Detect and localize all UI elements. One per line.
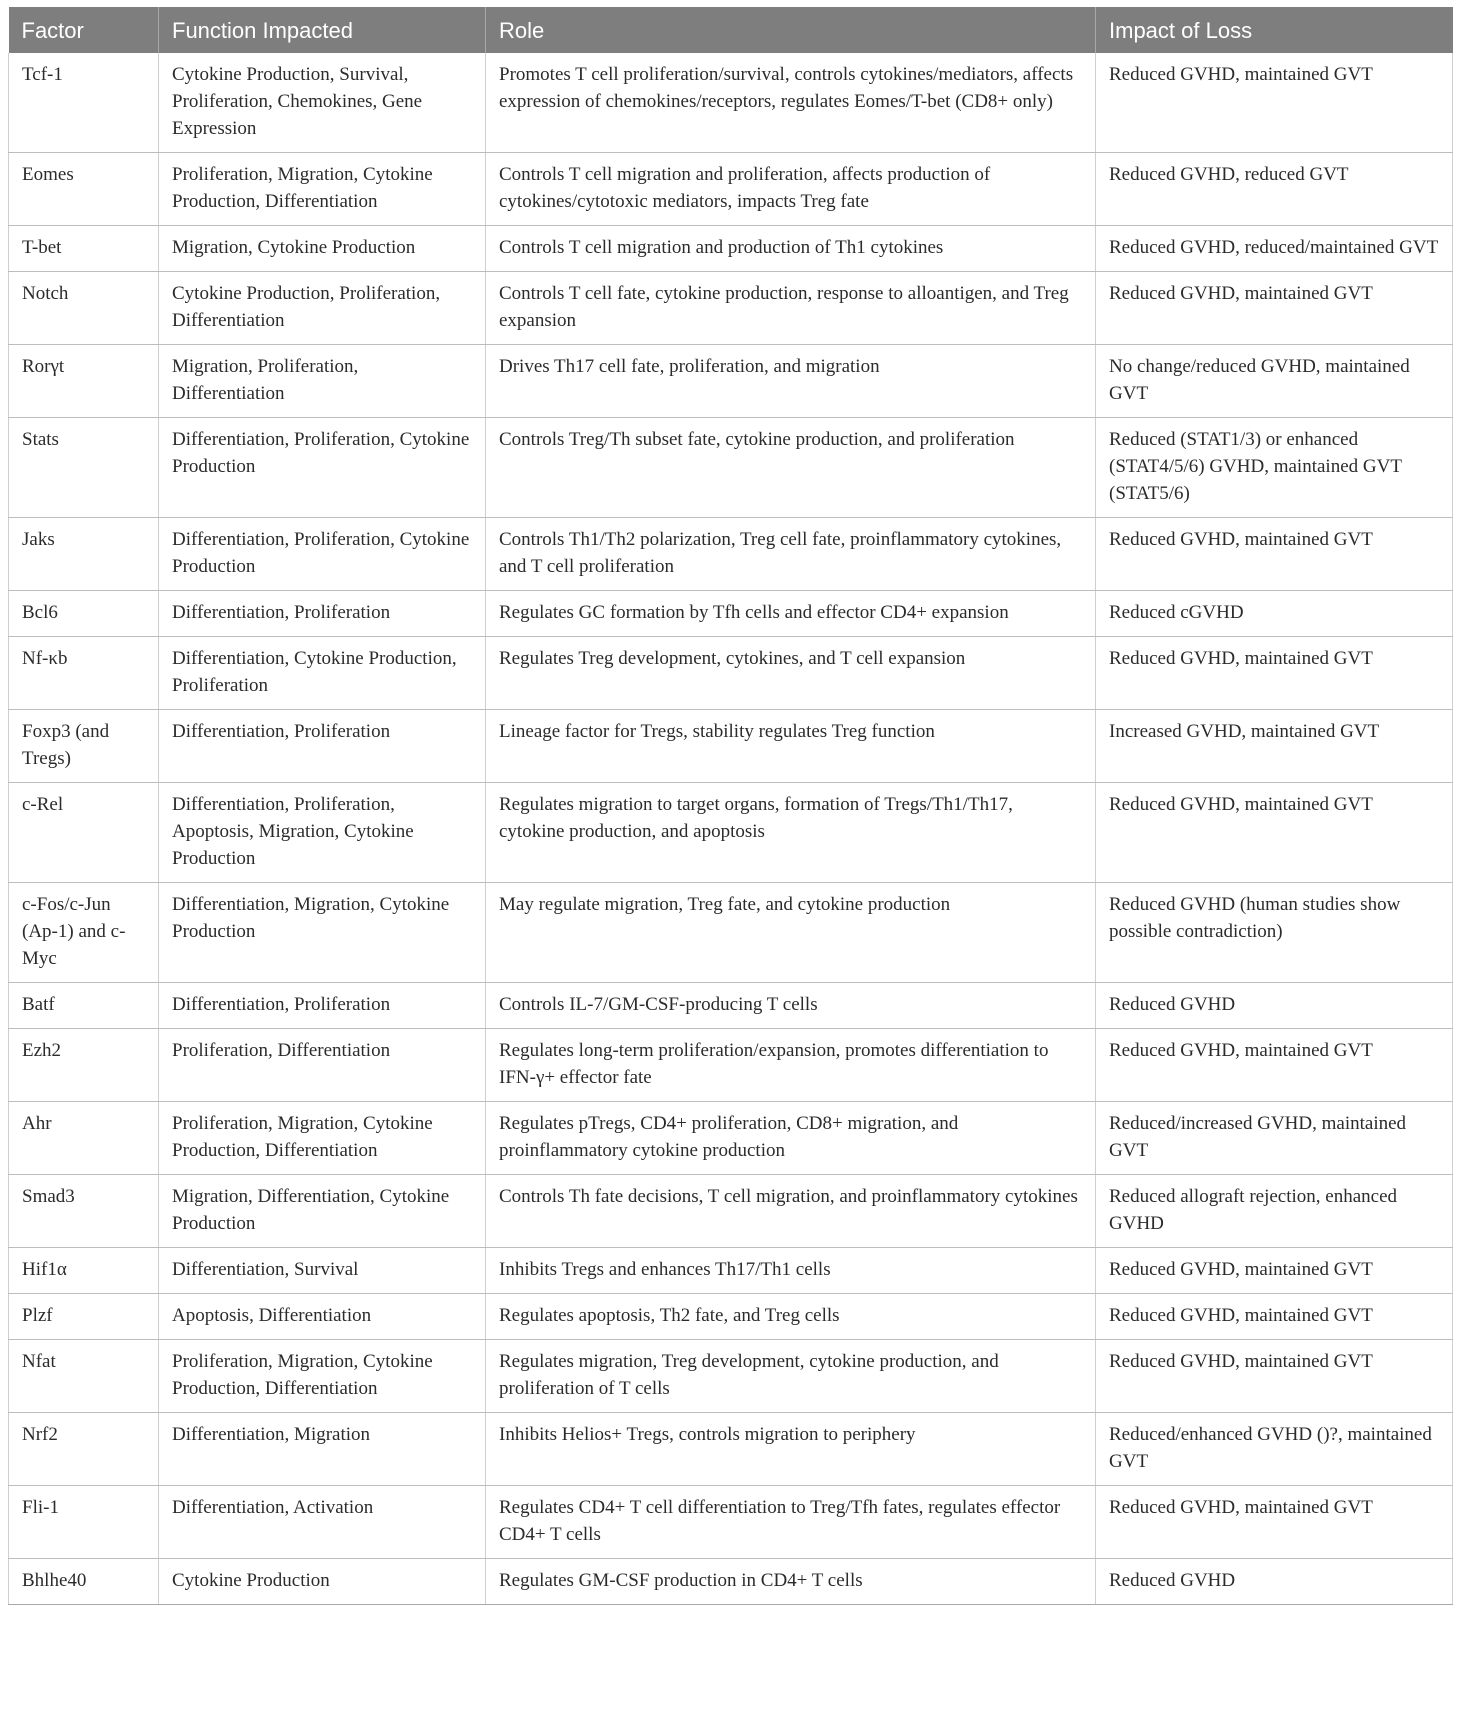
header-impact-of-loss: Impact of Loss	[1096, 7, 1453, 53]
header-factor: Factor	[9, 7, 159, 53]
table-row	[9, 1486, 1453, 1559]
function-impacted-cell: Migration, Cytokine Production	[159, 226, 486, 272]
impact-of-loss-cell: Reduced GVHD, reduced/maintained GVT	[1096, 226, 1453, 272]
factor-cell: Stats	[9, 418, 159, 518]
table-row	[9, 883, 1453, 983]
function-impacted-cell: Differentiation, Migration	[159, 1413, 486, 1486]
table-row	[9, 1413, 1453, 1486]
impact-of-loss-cell: Increased GVHD, maintained GVT	[1096, 710, 1453, 783]
impact-of-loss-cell: Reduced allograft rejection, enhanced GVHD	[1096, 1175, 1453, 1248]
role-cell: Regulates GC formation by Tfh cells and effector CD4+ expansion	[486, 591, 1096, 637]
function-impacted-cell: Cytokine Production, Survival, Proliferation, Chemokines, Gene Expression	[159, 53, 486, 153]
function-impacted-cell: Proliferation, Migration, Cytokine Production, Differentiation	[159, 153, 486, 226]
impact-of-loss-cell: Reduced GVHD, maintained GVT	[1096, 518, 1453, 591]
role-cell: Regulates Treg development, cytokines, and T cell expansion	[486, 637, 1096, 710]
role-cell: Controls Th1/Th2 polarization, Treg cell fate, proinflammatory cytokines, and T cell proliferation	[486, 518, 1096, 591]
function-impacted-cell: Differentiation, Survival	[159, 1248, 486, 1294]
function-impacted-cell: Differentiation, Proliferation, Apoptosis, Migration, Cytokine Production	[159, 783, 486, 883]
factor-cell: Batf	[9, 983, 159, 1029]
table-row	[9, 591, 1453, 637]
function-impacted-cell: Apoptosis, Differentiation	[159, 1294, 486, 1340]
table-row	[9, 153, 1453, 226]
impact-of-loss-cell: Reduced (STAT1/3) or enhanced (STAT4/5/6) GVHD, maintained GVT (STAT5/6)	[1096, 418, 1453, 518]
factor-cell: Notch	[9, 272, 159, 345]
impact-of-loss-cell: Reduced cGVHD	[1096, 591, 1453, 637]
impact-of-loss-cell: Reduced GVHD, maintained GVT	[1096, 1029, 1453, 1102]
factor-cell: Fli-1	[9, 1486, 159, 1559]
role-cell: Controls T cell fate, cytokine production, response to alloantigen, and Treg expansion	[486, 272, 1096, 345]
function-impacted-cell: Differentiation, Migration, Cytokine Production	[159, 883, 486, 983]
impact-of-loss-cell: Reduced/enhanced GVHD ()?, maintained GVT	[1096, 1413, 1453, 1486]
function-impacted-cell: Proliferation, Migration, Cytokine Production, Differentiation	[159, 1340, 486, 1413]
function-impacted-cell: Proliferation, Differentiation	[159, 1029, 486, 1102]
role-cell: Controls Th fate decisions, T cell migration, and proinflammatory cytokines	[486, 1175, 1096, 1248]
factor-cell: Rorγt	[9, 345, 159, 418]
role-cell: Inhibits Tregs and enhances Th17/Th1 cells	[486, 1248, 1096, 1294]
function-impacted-cell: Migration, Differentiation, Cytokine Production	[159, 1175, 486, 1248]
table-row	[9, 272, 1453, 345]
table-row	[9, 53, 1453, 153]
role-cell: Controls IL-7/GM-CSF-producing T cells	[486, 983, 1096, 1029]
role-cell: Regulates migration, Treg development, cytokine production, and proliferation of T cells	[486, 1340, 1096, 1413]
header-function-impacted: Function Impacted	[159, 7, 486, 53]
function-impacted-cell: Cytokine Production	[159, 1559, 486, 1605]
function-impacted-cell: Differentiation, Proliferation	[159, 591, 486, 637]
function-impacted-cell: Migration, Proliferation, Differentiation	[159, 345, 486, 418]
role-cell: Regulates migration to target organs, formation of Tregs/Th1/Th17, cytokine production, and apoptosis	[486, 783, 1096, 883]
role-cell: Regulates pTregs, CD4+ proliferation, CD8+ migration, and proinflammatory cytokine production	[486, 1102, 1096, 1175]
role-cell: Regulates long-term proliferation/expansion, promotes differentiation to IFN-γ+ effector fate	[486, 1029, 1096, 1102]
impact-of-loss-cell: Reduced GVHD, maintained GVT	[1096, 1294, 1453, 1340]
factor-cell: Ezh2	[9, 1029, 159, 1102]
impact-of-loss-cell: Reduced GVHD, reduced GVT	[1096, 153, 1453, 226]
function-impacted-cell: Cytokine Production, Proliferation, Differentiation	[159, 272, 486, 345]
function-impacted-cell: Differentiation, Proliferation, Cytokine Production	[159, 418, 486, 518]
table-row	[9, 637, 1453, 710]
impact-of-loss-cell: Reduced GVHD, maintained GVT	[1096, 53, 1453, 153]
factor-cell: Ahr	[9, 1102, 159, 1175]
table-row	[9, 226, 1453, 272]
factor-cell: c-Rel	[9, 783, 159, 883]
table-row	[9, 518, 1453, 591]
header-role: Role	[486, 7, 1096, 53]
table-body	[9, 53, 1453, 1605]
role-cell: Regulates GM-CSF production in CD4+ T cells	[486, 1559, 1096, 1605]
role-cell: Regulates CD4+ T cell differentiation to Treg/Tfh fates, regulates effector CD4+ T cells	[486, 1486, 1096, 1559]
table-row	[9, 710, 1453, 783]
role-cell: May regulate migration, Treg fate, and cytokine production	[486, 883, 1096, 983]
impact-of-loss-cell: Reduced GVHD, maintained GVT	[1096, 1340, 1453, 1413]
factor-cell: T-bet	[9, 226, 159, 272]
table-row	[9, 345, 1453, 418]
table-row	[9, 983, 1453, 1029]
factor-cell: c-Fos/c-Jun (Ap-1) and c-Myc	[9, 883, 159, 983]
role-cell: Controls T cell migration and production of Th1 cytokines	[486, 226, 1096, 272]
factor-cell: Tcf-1	[9, 53, 159, 153]
transcription-factor-table-container	[8, 7, 1452, 1605]
impact-of-loss-cell: Reduced GVHD	[1096, 983, 1453, 1029]
table-row	[9, 1102, 1453, 1175]
role-cell: Controls Treg/Th subset fate, cytokine production, and proliferation	[486, 418, 1096, 518]
table-row	[9, 1294, 1453, 1340]
table-row	[9, 1029, 1453, 1102]
factor-cell: Jaks	[9, 518, 159, 591]
table-row	[9, 418, 1453, 518]
function-impacted-cell: Differentiation, Proliferation	[159, 983, 486, 1029]
role-cell: Lineage factor for Tregs, stability regulates Treg function	[486, 710, 1096, 783]
transcription-factor-table	[8, 7, 1453, 1605]
function-impacted-cell: Proliferation, Migration, Cytokine Production, Differentiation	[159, 1102, 486, 1175]
role-cell: Regulates apoptosis, Th2 fate, and Treg cells	[486, 1294, 1096, 1340]
impact-of-loss-cell: Reduced GVHD, maintained GVT	[1096, 637, 1453, 710]
impact-of-loss-cell: Reduced GVHD, maintained GVT	[1096, 272, 1453, 345]
role-cell: Inhibits Helios+ Tregs, controls migration to periphery	[486, 1413, 1096, 1486]
factor-cell: Bcl6	[9, 591, 159, 637]
impact-of-loss-cell: Reduced GVHD (human studies show possible contradiction)	[1096, 883, 1453, 983]
factor-cell: Nfat	[9, 1340, 159, 1413]
factor-cell: Nf-κb	[9, 637, 159, 710]
function-impacted-cell: Differentiation, Cytokine Production, Proliferation	[159, 637, 486, 710]
role-cell: Promotes T cell proliferation/survival, controls cytokines/mediators, affects expression of chemokines/receptors, regulates Eomes/T-bet (CD8+ only)	[486, 53, 1096, 153]
table-row	[9, 1340, 1453, 1413]
function-impacted-cell: Differentiation, Proliferation, Cytokine Production	[159, 518, 486, 591]
factor-cell: Plzf	[9, 1294, 159, 1340]
table-row	[9, 1175, 1453, 1248]
factor-cell: Eomes	[9, 153, 159, 226]
function-impacted-cell: Differentiation, Activation	[159, 1486, 486, 1559]
table-header	[9, 7, 1453, 53]
table-row	[9, 783, 1453, 883]
impact-of-loss-cell: No change/reduced GVHD, maintained GVT	[1096, 345, 1453, 418]
header-row	[9, 7, 1453, 53]
factor-cell: Foxp3 (and Tregs)	[9, 710, 159, 783]
factor-cell: Hif1α	[9, 1248, 159, 1294]
table-row	[9, 1248, 1453, 1294]
impact-of-loss-cell: Reduced GVHD, maintained GVT	[1096, 1248, 1453, 1294]
factor-cell: Bhlhe40	[9, 1559, 159, 1605]
impact-of-loss-cell: Reduced GVHD, maintained GVT	[1096, 783, 1453, 883]
impact-of-loss-cell: Reduced/increased GVHD, maintained GVT	[1096, 1102, 1453, 1175]
table-row	[9, 1559, 1453, 1605]
factor-cell: Nrf2	[9, 1413, 159, 1486]
factor-cell: Smad3	[9, 1175, 159, 1248]
impact-of-loss-cell: Reduced GVHD	[1096, 1559, 1453, 1605]
role-cell: Controls T cell migration and proliferation, affects production of cytokines/cytotoxic mediators, impacts Treg fate	[486, 153, 1096, 226]
role-cell: Drives Th17 cell fate, proliferation, and migration	[486, 345, 1096, 418]
impact-of-loss-cell: Reduced GVHD, maintained GVT	[1096, 1486, 1453, 1559]
function-impacted-cell: Differentiation, Proliferation	[159, 710, 486, 783]
